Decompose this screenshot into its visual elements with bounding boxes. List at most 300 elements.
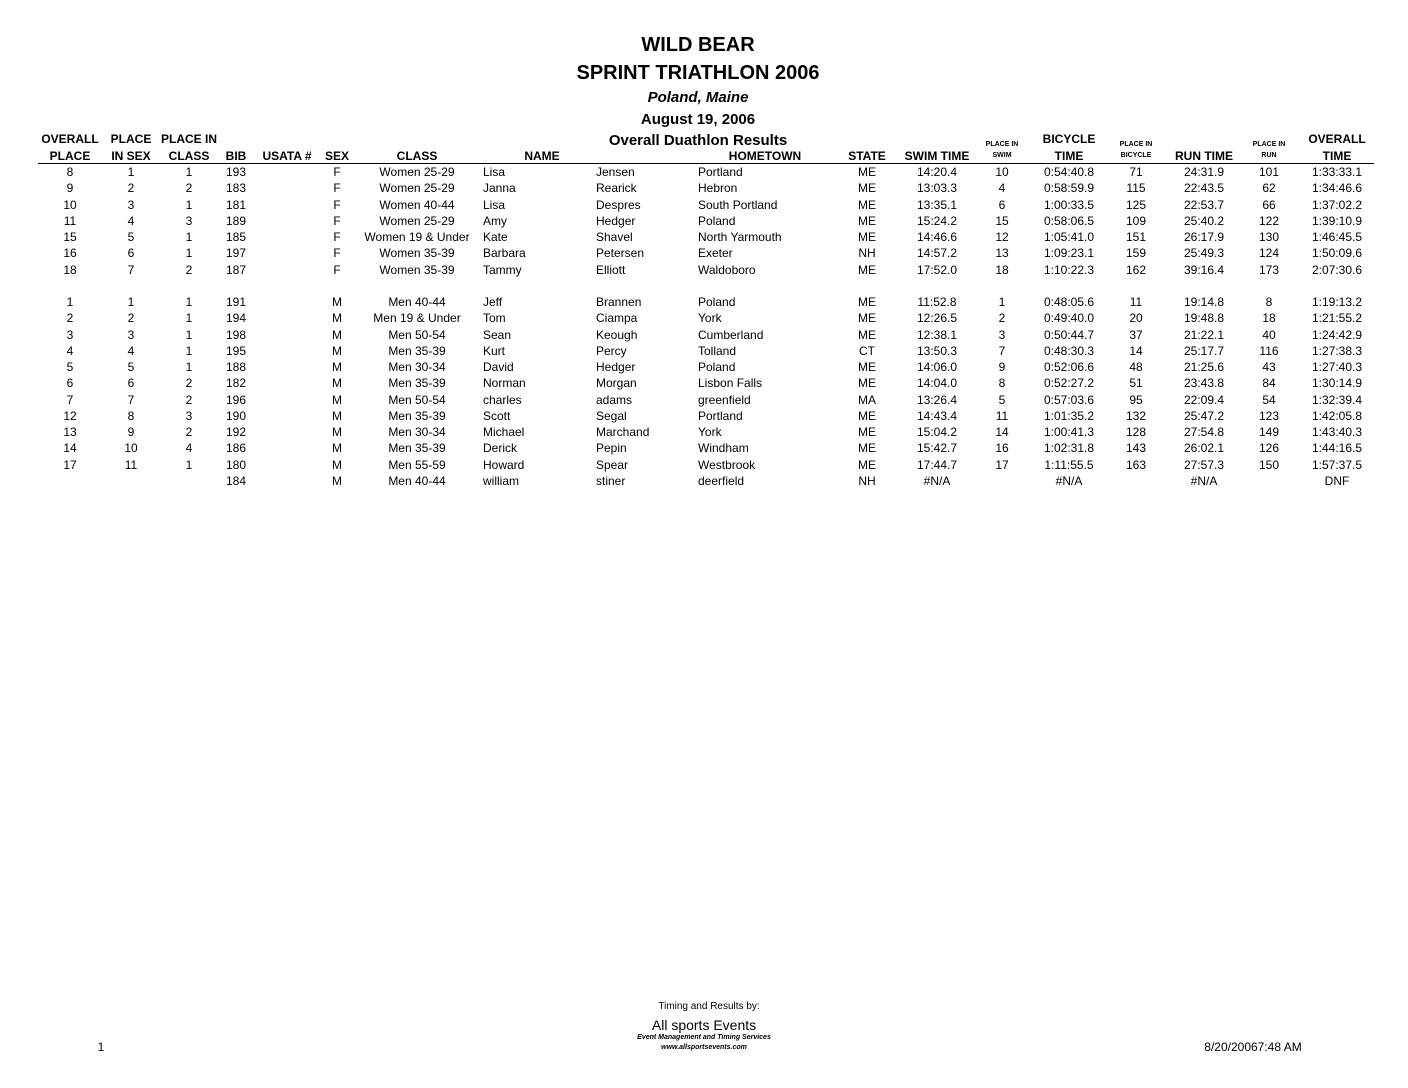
cell-bike: 0:54:40.8	[1043, 165, 1095, 179]
cell-class: Women 35-39	[379, 246, 455, 261]
cell-run: 27:57.3	[1183, 457, 1225, 472]
cell-bib: 195	[226, 343, 247, 358]
cell-state: ME	[858, 197, 876, 212]
col-state: STATE	[848, 149, 886, 163]
cell-bib: 182	[226, 376, 247, 391]
cell-last: Petersen	[596, 246, 645, 261]
cell-bike-place: 162	[1125, 262, 1147, 277]
col-name: NAME	[524, 149, 560, 163]
cell-last: Marchand	[596, 425, 650, 439]
table-row	[0, 376, 1408, 392]
cell-class: Men 35-39	[388, 343, 446, 358]
table-row	[0, 214, 1408, 230]
print-timestamp: 8/20/20067:48 AM	[1204, 1040, 1302, 1054]
cell-run: 21:25.6	[1183, 360, 1225, 374]
cell-bike: 0:57:03.6	[1043, 392, 1095, 407]
cell-class: Women 40-44	[379, 197, 455, 212]
cell-last: Pepin	[596, 441, 627, 456]
cell-class-place: 2	[185, 392, 193, 407]
cell-run-place: 149	[1258, 425, 1280, 439]
cell-first: Michael	[483, 425, 525, 439]
cell-sex: M	[332, 311, 342, 326]
cell-class: Women 25-29	[379, 181, 455, 196]
cell-last: Percy	[596, 343, 627, 358]
cell-last: Elliott	[596, 262, 626, 277]
cell-run: 26:17.9	[1183, 230, 1225, 244]
cell-class: Men 40-44	[388, 473, 446, 488]
cell-bike-place: 109	[1125, 213, 1147, 228]
cell-run-place: 130	[1258, 230, 1280, 244]
cell-class: Men 19 & Under	[373, 311, 461, 326]
cell-run: 19:14.8	[1183, 295, 1225, 309]
cell-sex: M	[332, 343, 342, 358]
cell-swim: 14:04.0	[916, 376, 958, 391]
cell-overall: 14	[63, 441, 77, 456]
cell-sex-place: 3	[127, 197, 135, 212]
cell-sex-place: 2	[127, 181, 135, 196]
cell-overall: 16	[63, 246, 77, 261]
cell-overall: 11	[63, 213, 77, 228]
cell-hometown: Lisbon Falls	[698, 376, 763, 391]
cell-swim-place: 11	[995, 408, 1009, 423]
cell-hometown: Portland	[698, 165, 743, 179]
cell-sex-place: 2	[127, 311, 135, 326]
cell-swim: 13:35.1	[916, 197, 958, 212]
race-title: WILD BEAR	[641, 34, 755, 56]
cell-bike: 0:52:27.2	[1043, 376, 1095, 391]
col-place-sex-1: PLACE	[110, 132, 152, 146]
cell-bike: 1:10:22.3	[1043, 262, 1095, 277]
cell-class-place: 1	[185, 246, 193, 261]
cell-state: ME	[858, 165, 876, 179]
cell-state: ME	[858, 181, 876, 196]
cell-state: ME	[858, 213, 876, 228]
cell-run: 21:22.1	[1183, 327, 1225, 342]
cell-bike: 0:49:40.0	[1043, 311, 1095, 326]
cell-sex: M	[332, 360, 342, 374]
table-row	[0, 328, 1408, 344]
cell-total: 1:27:40.3	[1311, 360, 1363, 374]
cell-bike-place: 48	[1129, 360, 1143, 374]
col-place-class-1: PLACE IN	[160, 132, 218, 146]
cell-run-place: 62	[1262, 181, 1276, 196]
cell-bike: 1:05:41.0	[1043, 230, 1095, 244]
cell-total: 1:42:05.8	[1311, 408, 1363, 423]
company-website: www.allsportsevents.com	[661, 1044, 747, 1051]
cell-run: 26:02.1	[1183, 441, 1225, 456]
cell-swim: 14:06.0	[916, 360, 958, 374]
cell-state: NH	[858, 473, 876, 488]
cell-total: 1:30:14.9	[1311, 376, 1363, 391]
cell-state: ME	[858, 408, 876, 423]
cell-run-place: 18	[1262, 311, 1276, 326]
cell-overall: 12	[63, 408, 77, 423]
col-overall-time-1: OVERALL	[1308, 132, 1366, 146]
cell-hometown: Poland	[698, 213, 736, 228]
cell-class: Women 25-29	[379, 213, 455, 228]
cell-class-place: 1	[185, 327, 193, 342]
col-bicycle-1: BICYCLE	[1042, 132, 1096, 146]
cell-class: Men 35-39	[388, 376, 446, 391]
cell-run-place: 124	[1258, 246, 1280, 261]
cell-class: Women 25-29	[379, 165, 455, 179]
cell-last: Brannen	[596, 295, 642, 309]
cell-first: Amy	[483, 213, 507, 228]
cell-hometown: York	[698, 311, 722, 326]
cell-first: Scott	[483, 408, 511, 423]
cell-sex: F	[333, 246, 341, 261]
header-rule	[38, 163, 1374, 164]
table-row	[0, 360, 1408, 376]
cell-state: NH	[858, 246, 876, 261]
col-place-run-1: PLACE IN	[1252, 141, 1286, 148]
cell-bib: 183	[226, 181, 247, 196]
cell-bike: #N/A	[1055, 473, 1083, 488]
cell-first: Tammy	[483, 262, 522, 277]
cell-overall: 2	[66, 311, 74, 326]
cell-class-place: 2	[185, 262, 193, 277]
cell-hometown: Portland	[698, 408, 743, 423]
cell-hometown: greenfield	[698, 392, 751, 407]
cell-bike: 1:01:35.2	[1043, 408, 1095, 423]
cell-class-place: 1	[185, 230, 193, 244]
col-bicycle-2: TIME	[1054, 149, 1084, 163]
cell-class: Women 35-39	[379, 262, 455, 277]
page-number: 1	[97, 1040, 105, 1054]
cell-sex-place: 1	[127, 295, 135, 309]
cell-sex-place: 10	[124, 441, 138, 456]
cell-swim-place: 8	[998, 376, 1006, 391]
cell-state: ME	[858, 441, 876, 456]
cell-class-place: 1	[185, 165, 193, 179]
table-row	[0, 198, 1408, 214]
cell-overall: 13	[63, 425, 77, 439]
cell-overall: 7	[66, 392, 74, 407]
cell-hometown: North Yarmouth	[698, 230, 782, 244]
table-row	[0, 181, 1408, 197]
cell-sex: M	[332, 392, 342, 407]
col-place-swim-2: SWIM	[992, 152, 1012, 159]
cell-total: 1:37:02.2	[1311, 197, 1363, 212]
cell-swim-place: 7	[998, 343, 1006, 358]
cell-total: 1:39:10.9	[1311, 213, 1363, 228]
cell-swim-place: 2	[998, 311, 1006, 326]
cell-run: 22:53.7	[1183, 197, 1225, 212]
col-place-bicycle-1: PLACE IN	[1119, 141, 1153, 148]
cell-bike-place: 163	[1125, 457, 1147, 472]
cell-sex-place: 1	[127, 165, 135, 179]
cell-state: ME	[858, 230, 876, 244]
cell-swim-place: 15	[995, 213, 1009, 228]
table-row	[0, 458, 1408, 474]
col-hometown: HOMETOWN	[728, 149, 802, 163]
cell-total: DNF	[1324, 473, 1350, 488]
cell-sex: F	[333, 230, 341, 244]
cell-class: Men 40-44	[388, 295, 446, 309]
cell-swim: 15:24.2	[916, 213, 958, 228]
cell-run: 39:16.4	[1183, 262, 1225, 277]
col-run-time: RUN TIME	[1175, 149, 1233, 163]
cell-sex-place: 5	[127, 360, 135, 374]
cell-hometown: Hebron	[698, 181, 738, 196]
cell-swim-place: 14	[995, 425, 1009, 439]
cell-bib: 196	[226, 392, 247, 407]
cell-swim-place: 1	[998, 295, 1006, 309]
cell-state: ME	[858, 360, 876, 374]
col-place-swim-1: PLACE IN	[985, 141, 1019, 148]
cell-run-place: 8	[1265, 295, 1273, 309]
cell-bib: 192	[226, 425, 247, 439]
cell-total: 1:21:55.2	[1311, 311, 1363, 326]
cell-sex-place: 4	[127, 343, 135, 358]
cell-total: 1:24:42.9	[1311, 327, 1363, 342]
cell-class: Men 55-59	[388, 457, 446, 472]
cell-overall: 3	[66, 327, 74, 342]
cell-hometown: Windham	[698, 441, 749, 456]
cell-state: ME	[858, 311, 876, 326]
cell-swim: 17:44.7	[916, 457, 958, 472]
cell-class-place: 4	[185, 441, 193, 456]
cell-last: Shavel	[596, 230, 633, 244]
cell-first: Jeff	[483, 295, 503, 309]
cell-total: 1:44:16.5	[1311, 441, 1363, 456]
cell-sex-place: 8	[127, 408, 135, 423]
cell-sex: F	[333, 213, 341, 228]
cell-swim: 14:46.6	[916, 230, 958, 244]
cell-first: Howard	[483, 457, 525, 472]
cell-swim-place: 13	[995, 246, 1009, 261]
cell-bib: 184	[226, 473, 247, 488]
cell-first: Norman	[483, 376, 526, 391]
cell-run: 22:09.4	[1183, 392, 1225, 407]
cell-first: Janna	[483, 181, 516, 196]
cell-total: 2:07:30.6	[1311, 262, 1363, 277]
cell-bike-place: 20	[1129, 311, 1143, 326]
cell-bike: 0:48:30.3	[1043, 343, 1095, 358]
cell-sex: M	[332, 473, 342, 488]
cell-overall: 9	[66, 181, 74, 196]
cell-overall: 6	[66, 376, 74, 391]
cell-last: Keough	[596, 327, 638, 342]
cell-sex: M	[332, 376, 342, 391]
cell-swim: 14:20.4	[916, 165, 958, 179]
cell-first: Kurt	[483, 343, 506, 358]
cell-sex-place: 9	[127, 425, 135, 439]
cell-overall: 4	[66, 343, 74, 358]
cell-bib: 180	[226, 457, 247, 472]
cell-bib: 193	[226, 165, 247, 179]
cell-class-place: 3	[185, 213, 193, 228]
cell-swim-place: 4	[998, 181, 1006, 196]
cell-bike-place: 11	[1129, 295, 1143, 309]
table-row	[0, 441, 1408, 457]
cell-sex-place: 11	[124, 457, 138, 472]
cell-last: Hedger	[596, 360, 636, 374]
cell-swim: 14:57.2	[916, 246, 958, 261]
cell-sex-place: 5	[127, 230, 135, 244]
cell-sex: F	[333, 181, 341, 196]
cell-total: 1:27:38.3	[1311, 343, 1363, 358]
cell-run: 25:40.2	[1183, 213, 1225, 228]
cell-last: Jensen	[596, 165, 635, 179]
cell-run-place: 66	[1262, 197, 1276, 212]
cell-first: Lisa	[483, 197, 506, 212]
cell-swim-place: 18	[995, 262, 1009, 277]
cell-bike: 0:52:06.6	[1043, 360, 1095, 374]
cell-total: 1:46:45.5	[1311, 230, 1363, 244]
cell-sex: M	[332, 425, 342, 439]
cell-state: ME	[858, 262, 876, 277]
cell-bike-place: 14	[1129, 343, 1143, 358]
cell-total: 1:33:33.1	[1311, 165, 1363, 179]
cell-run: #N/A	[1190, 473, 1218, 488]
cell-swim-place: 5	[998, 392, 1006, 407]
table-row	[0, 409, 1408, 425]
cell-state: CT	[859, 343, 875, 358]
cell-hometown: Westbrook	[698, 457, 756, 472]
cell-overall: 10	[63, 197, 77, 212]
cell-run: 25:49.3	[1183, 246, 1225, 261]
cell-total: 1:50:09.6	[1311, 246, 1363, 261]
cell-bike-place: 95	[1129, 392, 1143, 407]
cell-first: charles	[483, 392, 522, 407]
cell-swim-place: 16	[995, 441, 1009, 456]
cell-swim: 12:26.5	[916, 311, 958, 326]
cell-run-place: 101	[1258, 165, 1280, 179]
cell-sex-place: 4	[127, 213, 135, 228]
cell-hometown: York	[698, 425, 722, 439]
cell-overall: 18	[63, 262, 77, 277]
cell-first: Barbara	[483, 246, 526, 261]
cell-swim: 12:38.1	[916, 327, 958, 342]
cell-bike: 1:11:55.5	[1044, 457, 1094, 472]
cell-swim: 17:52.0	[916, 262, 958, 277]
cell-bike-place: 143	[1125, 441, 1147, 456]
cell-bike: 1:09:23.1	[1043, 246, 1095, 261]
cell-run-place: 54	[1262, 392, 1276, 407]
table-row	[0, 344, 1408, 360]
timing-label: Timing and Results by:	[658, 1001, 760, 1012]
col-place-sex-2: IN SEX	[111, 149, 151, 163]
cell-swim: 13:03.3	[916, 181, 958, 196]
cell-bike-place: 37	[1129, 327, 1143, 342]
cell-bike: 1:00:33.5	[1043, 197, 1095, 212]
cell-run: 25:47.2	[1183, 408, 1225, 423]
cell-last: adams	[596, 392, 633, 407]
cell-first: Kate	[483, 230, 508, 244]
cell-hometown: Poland	[698, 295, 736, 309]
cell-class: Men 50-54	[388, 392, 446, 407]
cell-hometown: Poland	[698, 360, 736, 374]
col-class: CLASS	[396, 149, 438, 163]
cell-run: 24:31.9	[1183, 165, 1225, 179]
cell-state: ME	[858, 457, 876, 472]
cell-last: Spear	[596, 457, 629, 472]
cell-swim: 15:04.2	[916, 425, 958, 439]
cell-first: David	[483, 360, 514, 374]
cell-class-place: 1	[185, 311, 193, 326]
cell-sex-place: 6	[127, 376, 135, 391]
cell-swim-place: 12	[995, 230, 1009, 244]
cell-hometown: South Portland	[698, 197, 778, 212]
cell-overall: 1	[66, 295, 74, 309]
cell-bike-place: 128	[1125, 425, 1147, 439]
cell-last: stiner	[596, 473, 626, 488]
cell-class: Men 35-39	[388, 441, 446, 456]
cell-hometown: Tolland	[698, 343, 737, 358]
cell-swim: 11:52.8	[917, 295, 957, 309]
cell-total: 1:32:39.4	[1311, 392, 1363, 407]
cell-class: Men 50-54	[388, 327, 446, 342]
cell-state: MA	[858, 392, 876, 407]
cell-sex: M	[332, 457, 342, 472]
cell-run-place: 122	[1258, 213, 1280, 228]
cell-run: 23:43.8	[1183, 376, 1225, 391]
cell-sex: M	[332, 327, 342, 342]
table-row	[0, 311, 1408, 327]
cell-swim: 13:26.4	[916, 392, 958, 407]
cell-state: ME	[858, 295, 876, 309]
col-sex: SEX	[324, 149, 350, 163]
cell-bib: 198	[226, 327, 247, 342]
cell-run-place: 123	[1258, 408, 1280, 423]
cell-state: ME	[858, 425, 876, 439]
cell-bike-place: 115	[1126, 181, 1146, 196]
cell-class: Men 35-39	[388, 408, 446, 423]
cell-sex: F	[333, 165, 341, 179]
cell-run-place: 84	[1262, 376, 1276, 391]
cell-swim: 13:50.3	[916, 343, 958, 358]
cell-swim-place: 10	[995, 165, 1009, 179]
cell-bib: 188	[226, 360, 247, 374]
cell-sex-place: 7	[127, 392, 135, 407]
cell-overall: 5	[66, 360, 74, 374]
cell-bike-place: 151	[1125, 230, 1147, 244]
cell-class-place: 1	[185, 343, 193, 358]
cell-first: Derick	[483, 441, 518, 456]
cell-hometown: deerfield	[698, 473, 745, 488]
cell-class: Men 30-34	[388, 425, 446, 439]
cell-hometown: Cumberland	[698, 327, 764, 342]
table-row	[0, 474, 1408, 490]
cell-bib: 186	[226, 441, 247, 456]
cell-sex: M	[332, 295, 342, 309]
cell-run-place: 40	[1262, 327, 1276, 342]
cell-bike: 0:58:59.9	[1043, 181, 1095, 196]
cell-state: ME	[858, 376, 876, 391]
cell-bib: 191	[226, 295, 247, 309]
cell-bike: 0:48:05.6	[1043, 295, 1095, 309]
cell-first: Tom	[483, 311, 506, 326]
cell-sex-place: 3	[127, 327, 135, 342]
cell-last: Segal	[596, 408, 627, 423]
col-place-class-2: CLASS	[168, 149, 210, 163]
table-row	[0, 230, 1408, 246]
cell-bike: 1:00:41.3	[1043, 425, 1095, 439]
cell-class-place: 1	[185, 295, 193, 309]
cell-run-place: 43	[1262, 360, 1276, 374]
cell-overall: 15	[63, 230, 77, 244]
cell-sex: F	[333, 262, 341, 277]
cell-run: 19:48.8	[1183, 311, 1225, 326]
cell-run: 27:54.8	[1183, 425, 1225, 439]
table-row	[0, 295, 1408, 311]
cell-bib: 181	[226, 197, 247, 212]
cell-bike: 1:02:31.8	[1043, 441, 1095, 456]
cell-run-place: 116	[1259, 343, 1279, 358]
cell-bike-place: 132	[1125, 408, 1147, 423]
col-bib: BIB	[225, 149, 247, 163]
